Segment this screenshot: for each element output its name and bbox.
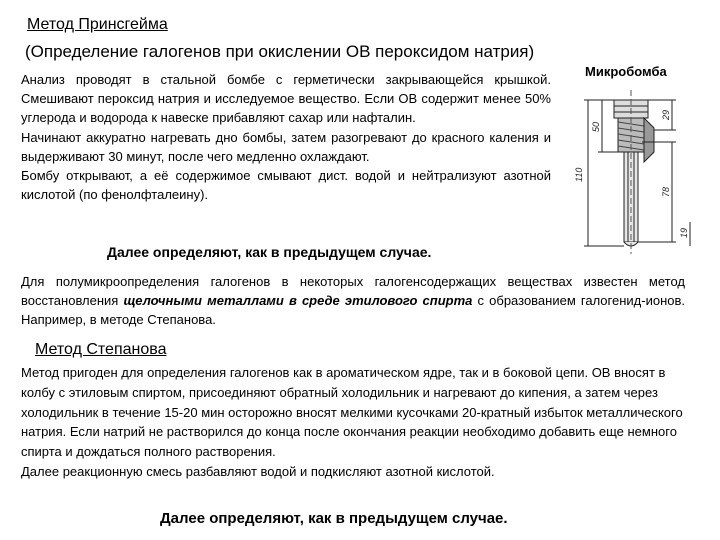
dim-label: 19 xyxy=(679,227,689,238)
text-run: с образованием галогенид-ионов. Например, в методе Степанова. xyxy=(21,293,685,328)
section-title-prinsgeim: Метод Принсгейма xyxy=(27,16,168,33)
paragraph: Далее реакционную смесь разбавляют водой и подкисляют азотной кислотой. xyxy=(21,463,495,479)
text-run: Для полумикроопределения галогенов в некоторых галогенсодержащих веществах известен метод восстановления xyxy=(21,274,685,309)
paragraph: Начинают аккуратно нагревать дно бомбы, затем разогревают до красного каления и выдерживают 30 минут, после чего медленно охлаждают. xyxy=(21,129,551,164)
figure-caption: Микробомба xyxy=(585,64,667,79)
dim-label: 50 xyxy=(591,121,601,132)
final-conclusion: Далее определяют, как в предыдущем случае. xyxy=(160,510,508,527)
dim-label: 110 xyxy=(574,167,584,182)
semimicro-paragraph xyxy=(21,272,685,330)
paragraph: Метод пригоден для определения галогенов как в ароматическом ядре, так и в боковой цепи. ОВ вносят в колбу с этиловым спиртом, присоединяют обратный холодильник и нагревают до кипения, а затем через холодильник в течение 15-20 мин осторожно вносят мелкими кусочками 20-кратный избыток металлического натрия. Если натрий не растворился до конца после окончания реакции необходимо добавить еще немного спирта и дождаться полного растворения. xyxy=(21,365,683,460)
section-title-stepanov: Метод Степанова xyxy=(35,341,167,358)
microbomb-drawing xyxy=(562,82,712,262)
dim-label: 29 xyxy=(661,109,671,120)
stepanov-description xyxy=(21,363,685,482)
paragraph: Анализ проводят в стальной бомбе с герметически закрывающейся крышкой. Смешивают пероксид натрия и исследуемое вещество. Если ОВ содержит менее 50% углерода и водорода к навеске прибавляют сахар или нафталин. xyxy=(21,72,551,126)
emphasis-text: щелочными металлами в среде этилового спирта xyxy=(123,293,473,309)
section-subtitle: (Определение галогенов при окислении ОВ пероксидом натрия) xyxy=(25,42,535,61)
conclusion-text: Далее определяют, как в предыдущем случае. xyxy=(107,244,432,260)
paragraph: Бомбу открывают, а её содержимое смывают дист. водой и нейтрализуют азотной кислотой (по фенолфталеину). xyxy=(21,168,551,203)
dim-label: 78 xyxy=(661,186,671,197)
prinsgeim-description xyxy=(21,70,551,204)
